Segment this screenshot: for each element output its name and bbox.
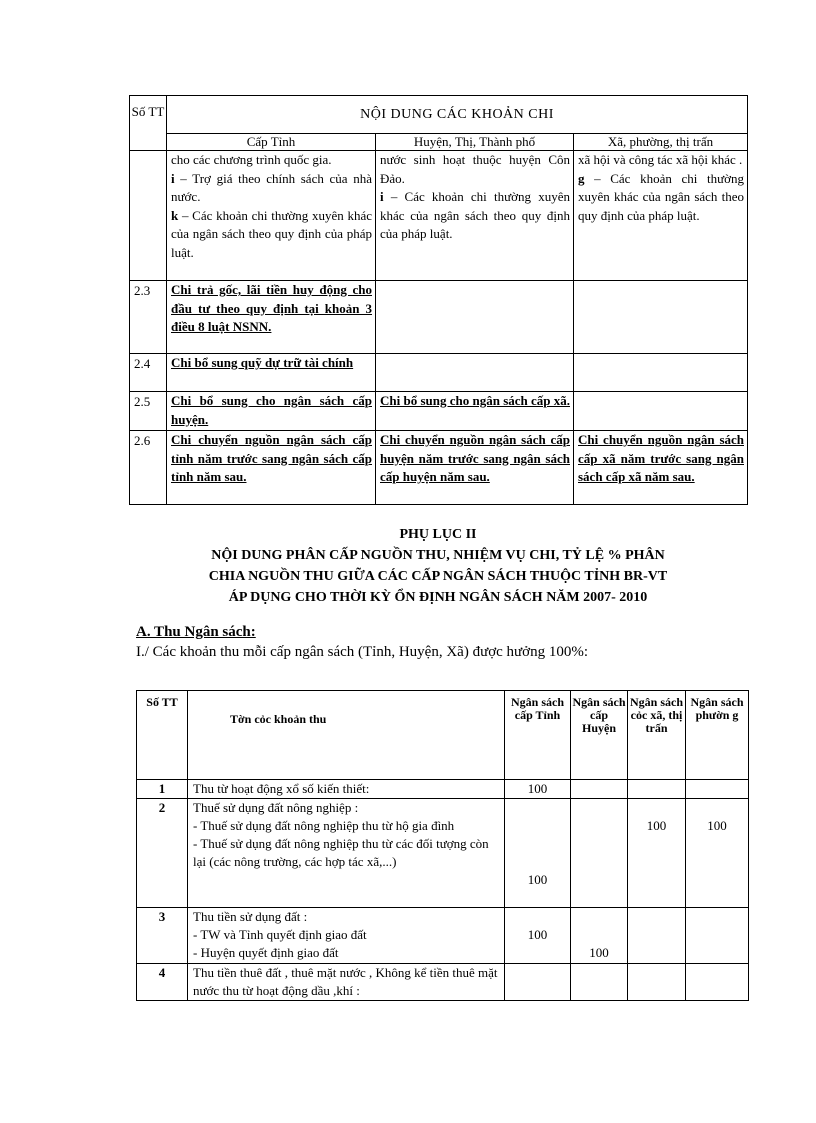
row-number: 2	[137, 799, 188, 908]
header-ns-tinh: Ngân sách cấp Tỉnh	[505, 691, 571, 780]
row-number: 3	[137, 908, 188, 964]
expenditure-content-table	[129, 95, 748, 505]
revenue-table	[136, 690, 749, 1001]
stt-header: Số TT	[137, 691, 188, 780]
row-number: 4	[137, 964, 188, 1001]
table-row: 4 Thu tiền thuê đất , thuê mặt nước , Không kể tiền thuê mặt nước thu từ hoạt động dầu ,khí :	[137, 964, 749, 1001]
table-row: 2.3 Chi trả gốc, lãi tiền huy động cho đầu tư theo quy định tại khoản 3 điều 8 luật NSNN.	[130, 281, 748, 354]
row-number: 2.5	[130, 392, 167, 431]
table-row: 3 Thu tiền sử dụng đất : - TW và Tỉnh quyết định giao đất - Huyện quyết định giao đất 100 100	[137, 908, 749, 964]
table-row: 2 Thuế sử dụng đất nông nghiệp : - Thuế sử dụng đất nông nghiệp thu từ hộ gia đình - Thuế sử dụng đất nông nghiệp thu từ các đối tượng còn lại (các nông trường, các hợp tác xã,...) 100 100 100	[137, 799, 749, 908]
header-cap-xa: Xã, phường, thị trấn	[574, 134, 748, 151]
header-ns-xa: Ngân sách cỏc xã, thị trấn	[628, 691, 686, 780]
table-row: 2.6 Chi chuyển nguồn ngân sách cấp tỉnh năm trước sang ngân sách cấp tỉnh năm sau. Chi chuyển nguồn ngân sách cấp huyện năm trước sang ngân sách cấp huyện năm sau. Chi chuyển nguồn ngân sách cấp xã năm trước sang ngân sách cấp xã năm sau.	[130, 431, 748, 505]
header-cap-huyen: Huyện, Thị, Thành phố	[376, 134, 574, 151]
section-heading: A. Thu Ngân sách:	[136, 624, 256, 640]
row-number: 2.3	[130, 281, 167, 354]
row-number: 2.6	[130, 431, 167, 505]
table-title: NỘI DUNG CÁC KHOẢN CHI	[167, 96, 748, 134]
header-ns-phuong: Ngân sách phườn g	[686, 691, 749, 780]
table-row: 2.5 Chi bổ sung cho ngân sách cấp huyện. Chi bổ sung cho ngân sách cấp xã.	[130, 392, 748, 431]
table-row: 2.4 Chi bổ sung quỹ dự trữ tài chính	[130, 354, 748, 392]
table-row	[130, 151, 748, 281]
tinh-continued-cell: cho các chương trình quốc gia. i – Trợ giá theo chính sách của nhà nước. k – Các khoản chi thường xuyên khác của ngân sách theo quy định của pháp luật.	[167, 151, 376, 281]
huyen-continued-cell: nước sinh hoạt thuộc huyện Côn Đảo. i – Các khoản chi thường xuyên khác của ngân sách theo quy định của pháp luật.	[376, 151, 574, 281]
annex-heading: NỘI DUNG PHÂN CẤP NGUỒN THU, NHIỆM VỤ CHI, TỶ LỆ % PHÂN CHIA NGUỒN THU GIỮA CÁC CẤP NGÂN SÁCH THUỘC TỈNH BR-VT ÁP DỤNG CHO THỜI KỲ ỔN ĐỊNH NGÂN SÁCH NĂM 2007- 2010	[208, 548, 668, 605]
row-number: 2.4	[130, 354, 167, 392]
annex-title: PHỤ LỤC II	[399, 527, 477, 542]
header-ns-huyen: Ngân sách cấp Huyện	[571, 691, 628, 780]
stt-header: Số TT	[130, 96, 167, 151]
revenue-name-header: Tờn cỏc khoản thu	[188, 691, 505, 780]
xa-continued-cell: xã hội và công tác xã hội khác . g – Các khoản chi thường xuyên khác của ngân sách theo quy định của pháp luật.	[574, 151, 748, 281]
row-number: 1	[137, 780, 188, 799]
table-row: 1 Thu từ hoạt động xổ số kiến thiết: 100	[137, 780, 749, 799]
section-subheading: I./ Các khoản thu mỗi cấp ngân sách (Tỉnh, Huyện, Xã) được hưởng 100%:	[136, 644, 589, 660]
header-cap-tinh: Cấp Tỉnh	[167, 134, 376, 151]
